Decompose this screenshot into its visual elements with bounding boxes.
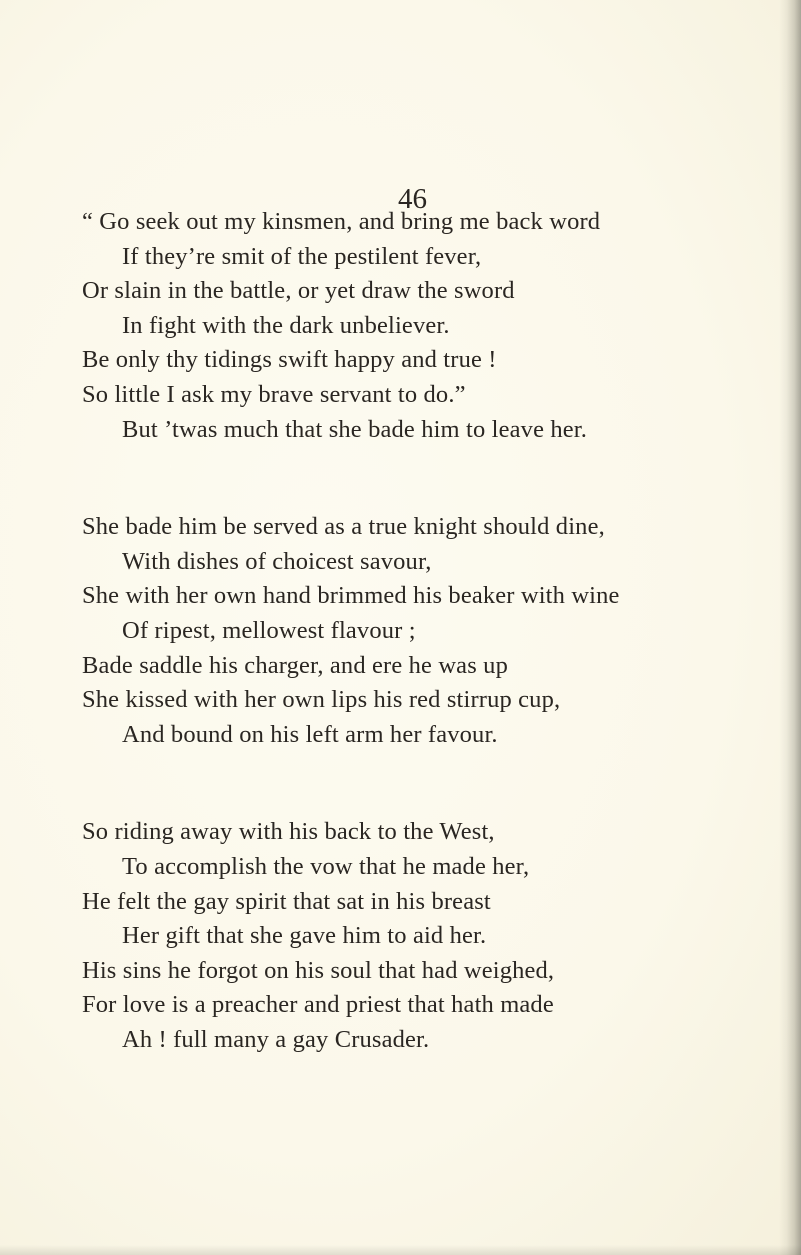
stanza-break [0,752,801,815]
stanza-2 [0,510,801,752]
poem-line: Bade saddle his charger, and ere he was up [82,651,508,679]
poem [0,205,801,1057]
poem-line: But ’twas much that she bade him to leave her. [122,415,588,443]
poem-line: For love is a preacher and priest that hath made [82,991,554,1019]
poem-line: Or slain in the battle, or yet draw the sword [82,277,515,305]
poem-line: His sins he forgot on his soul that had weighed, [82,956,555,984]
stanza-1 [0,205,801,447]
poem-line: To accomplish the vow that he made her, [122,852,530,880]
poem-line: Ah ! full many a gay Crusader. [122,1025,430,1053]
page-number: 46 [398,183,427,215]
poem-line: She kissed with her own lips his red stirrup cup, [82,686,561,714]
poem-line: She bade him be served as a true knight should dine, [82,513,605,541]
poem-line: If they’re smit of the pestilent fever, [122,242,482,270]
page-bottom-shadow [0,1245,801,1255]
stanza-break [0,447,801,510]
poem-line: He felt the gay spirit that sat in his breast [82,887,491,915]
poem-line: With dishes of choicest savour, [122,547,432,575]
poem-line: So riding away with his back to the West, [82,818,495,846]
poem-line: “ Go seek out my kinsmen, and bring me back word [82,208,601,235]
poem-line: And bound on his left arm her favour. [122,720,498,748]
poem-line: She with her own hand brimmed his beaker with wine [82,582,620,610]
poem-line: Her gift that she gave him to aid her. [122,922,487,950]
poem-line: Of ripest, mellowest flavour ; [122,616,416,644]
poem-line: So little I ask my brave servant to do.” [82,380,466,408]
poem-line: Be only thy tidings swift happy and true ! [82,346,497,374]
stanza-3 [0,815,801,1057]
poem-line: In fight with the dark unbeliever. [122,311,450,339]
